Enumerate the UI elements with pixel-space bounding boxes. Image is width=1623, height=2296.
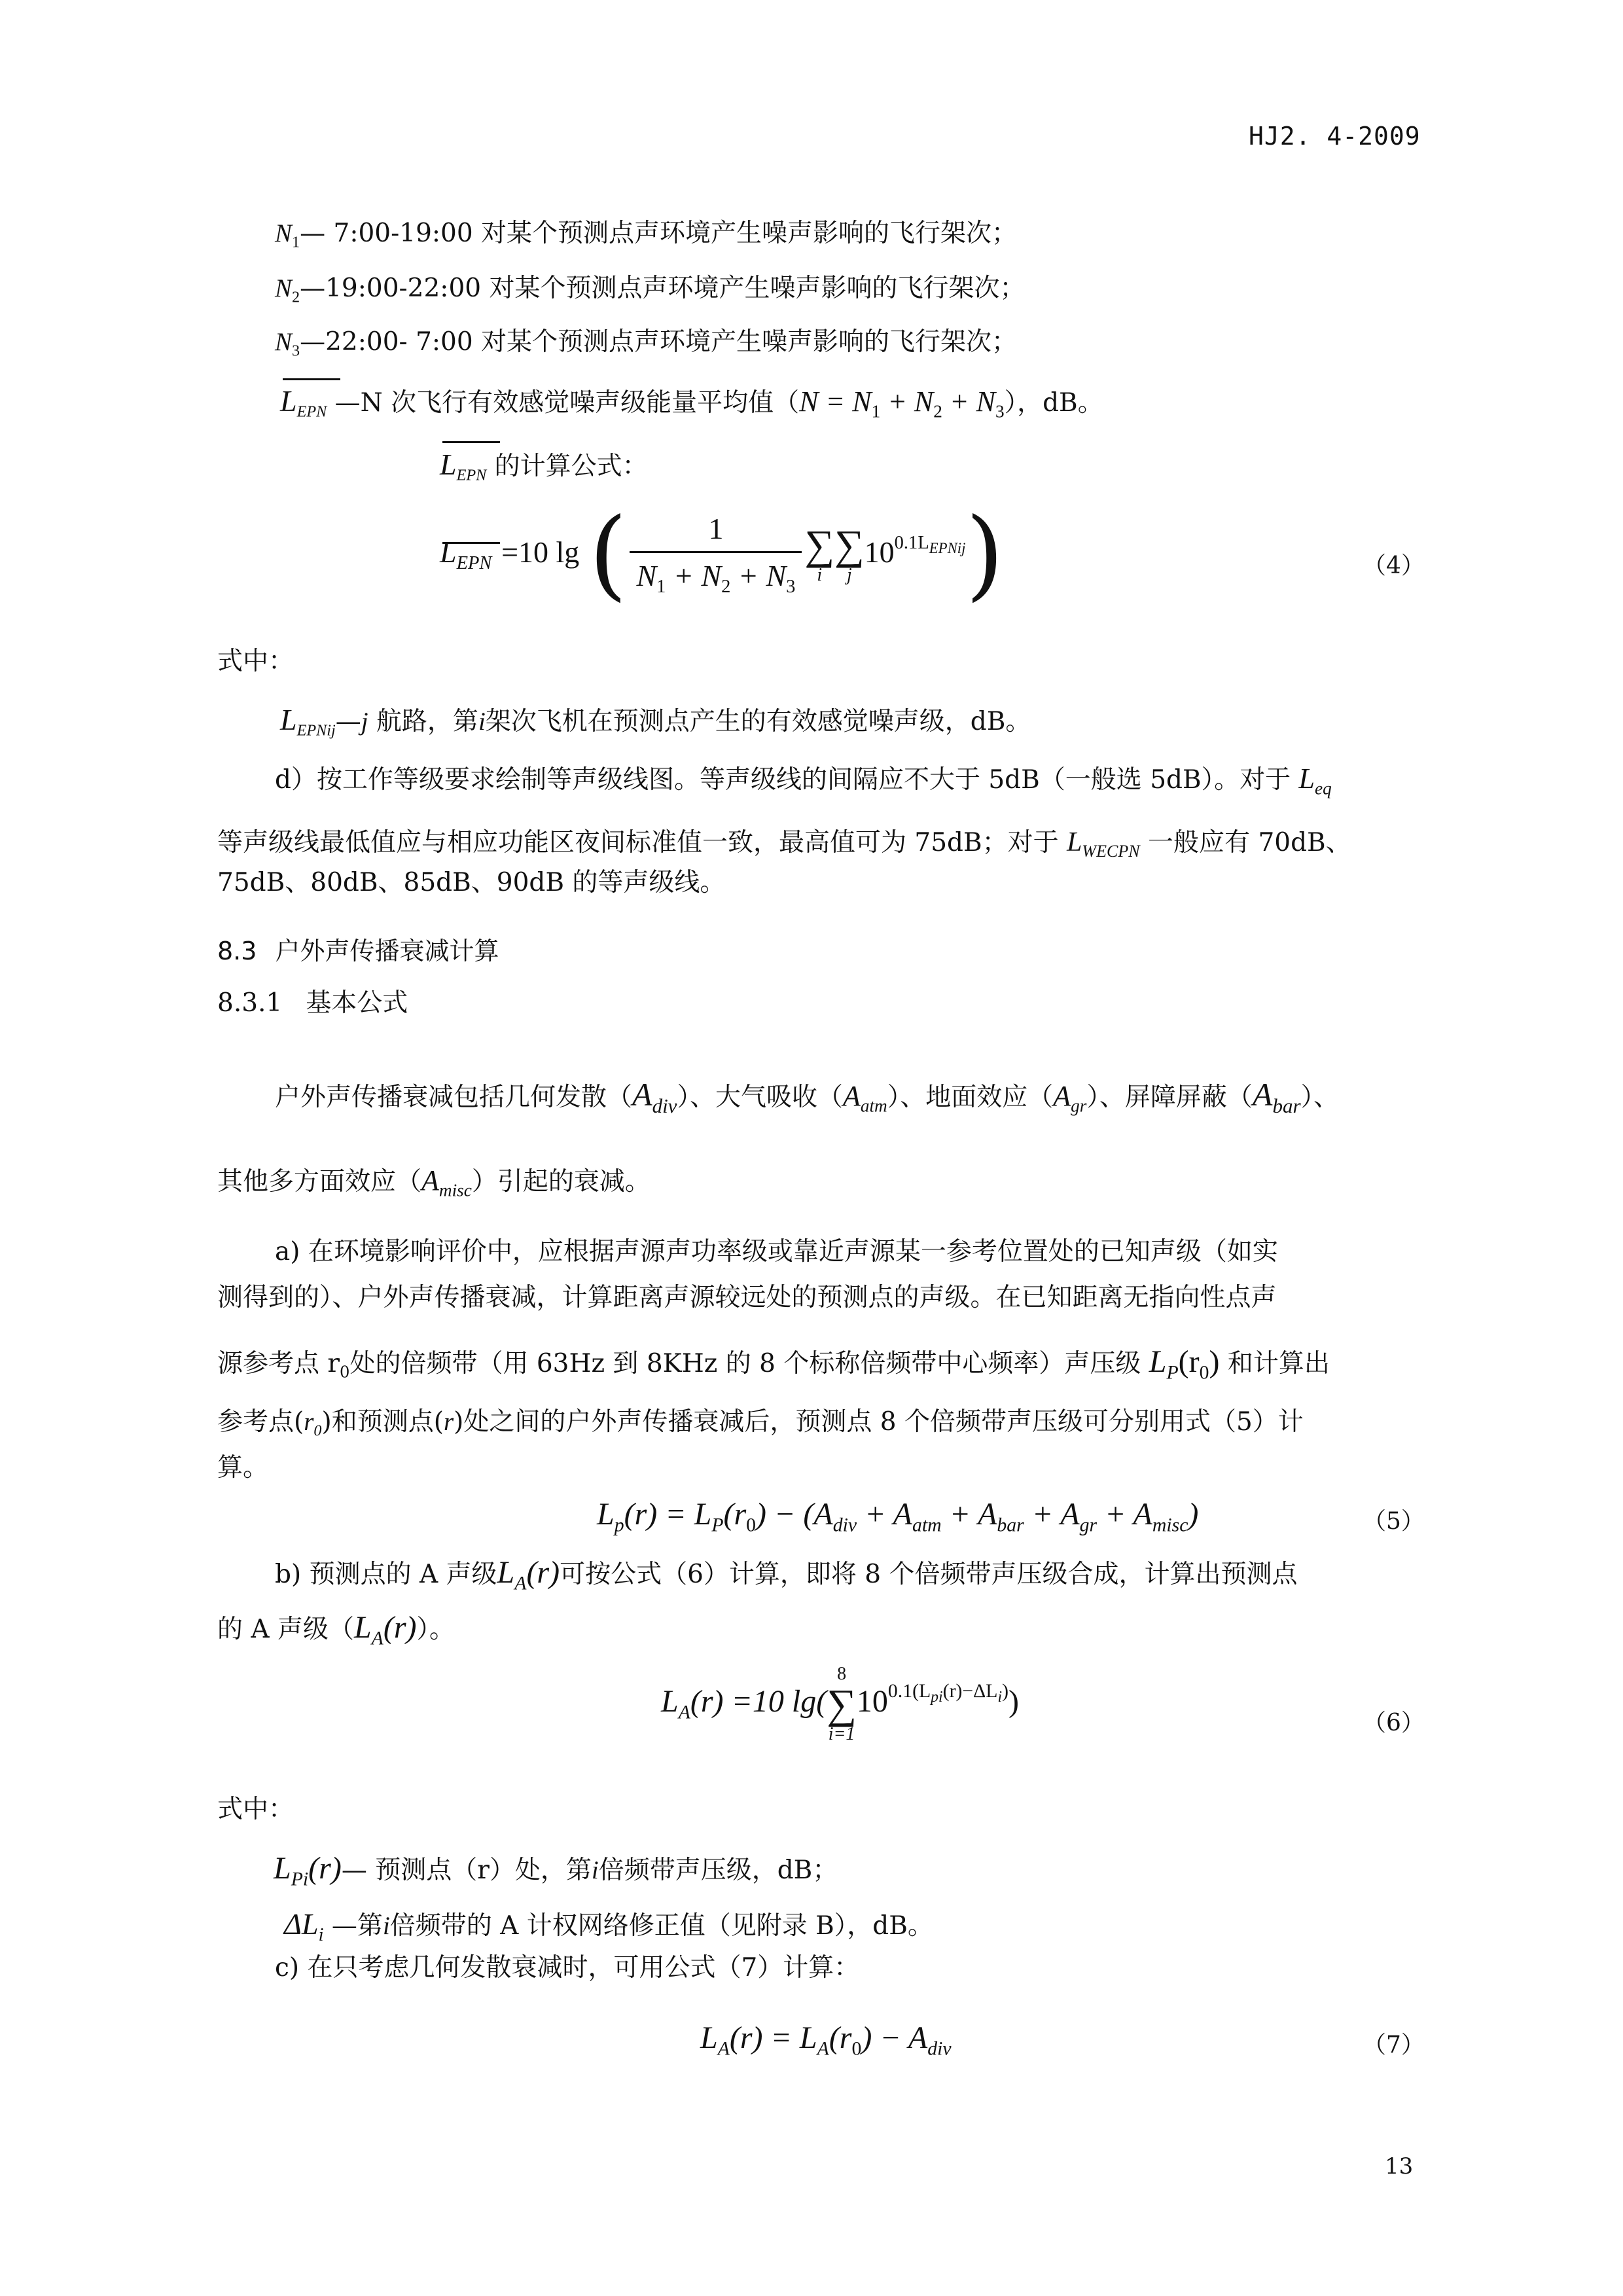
subscript: EPN — [456, 466, 487, 484]
symbol-l: L — [440, 448, 457, 481]
definition-n3 — [275, 327, 1017, 360]
equation-number-5: （5） — [1363, 1508, 1425, 1535]
symbol-lwecpn: $L_{WECPN}$ — [1067, 827, 1140, 861]
right-paren: ) — [965, 497, 1005, 611]
definition-lepnij: $L_{EPNij}—j$ 航路，第i架次飞机在预测点产生的有效感觉噪声级，dB。 — [280, 703, 1031, 740]
subscript: 1 — [292, 233, 300, 251]
intro-text: 的计算公式： — [494, 452, 648, 481]
symbol-n: N — [275, 219, 293, 247]
definition-text: —19:00-22:00 对某个预测点声环境产生噪声影响的飞行架次； — [300, 274, 1026, 303]
formula-lhs: $L_{EPN}$ — [440, 535, 492, 573]
definition-text: —N 次飞行有效感觉噪声级能量平均值（ — [334, 388, 800, 418]
left-paren: ( — [588, 497, 628, 611]
power-exponent: 0.1LEPNij — [894, 532, 966, 556]
attenuation-paragraph-line2: 其他多方面效应$(A_{misc})$引起的衰减。 — [217, 1164, 651, 1200]
section-heading-8-3-1: 8.3.1 基本公式 — [217, 988, 408, 1018]
power-exponent: 0.1(Lpi(r)−ΔLi) — [887, 1679, 1009, 1706]
definition-text: — 7:00-19:00 对某个预测点声环境产生噪声影响的飞行架次； — [300, 219, 1018, 248]
subscript: 2 — [292, 288, 300, 306]
formula-5: $L_p(r) = L_P(r_0) - (A_{div} + A_{atm} + A_{bar} + A_{gr} + A_{misc})$ — [597, 1497, 1199, 1536]
section-heading-8-3: 8.3 户外声传播衰减计算 — [217, 937, 499, 965]
paragraph-a-line1: a) 在环境影响评价中，应根据声源声功率级或靠近声源某一参考位置处的已知声级（如实 — [275, 1237, 1278, 1266]
definition-text: —22:00- 7:00 对某个预测点声环境产生噪声影响的飞行架次； — [300, 327, 1018, 357]
document-code: HJ2. 4-2009 — [1249, 122, 1421, 151]
symbol-n: N — [275, 328, 293, 356]
definition-lepn-mean — [280, 383, 1103, 422]
where-label: 式中： — [217, 647, 294, 676]
attenuation-paragraph-line1: 户外声传播衰减包括几何发散$(A_{div})$、大气吸收$(A_{atm})$、地面效应$(A_{gr})$、屏障屏蔽$(A_{bar})$、 — [275, 1076, 1340, 1117]
formula-4 — [440, 497, 1005, 611]
equation-number-4: （4） — [1363, 552, 1425, 579]
symbol-n: N — [275, 274, 293, 302]
paragraph-a-line2: 测得到的）、户外声传播衰减，计算距离声源较远处的预测点的声级。在已知距离无指向性点声 — [217, 1283, 1277, 1312]
paragraph-a-line4: 参考点$(r_0)$和预测点(r)处之间的户外声传播衰减后，预测点 8 个倍频带声压级可分别用式（5）计 — [217, 1407, 1304, 1440]
definition-lpi: $L_{Pi}(r)—$ 预测点（r）处，第i倍频带声压级，dB； — [274, 1851, 838, 1890]
where-label: 式中： — [217, 1795, 294, 1824]
power-base: 10 — [864, 535, 895, 569]
symbol-leq: $L_{eq}$ — [1298, 762, 1332, 798]
page-number: 13 — [1385, 2153, 1414, 2179]
paragraph-a-line5: 算。 — [217, 1453, 269, 1482]
equation-number-7: （7） — [1363, 2032, 1425, 2058]
paragraph-c: c) 在只考虑几何发散衰减时，可用公式（7）计算： — [275, 1953, 860, 1982]
formula-log: =10 lg — [501, 535, 580, 569]
paragraph-d-line1: d）按工作等级要求绘制等声级线图。等声级线的间隔应不大于 5dB（一般选 5dB）。对于 $L_{eq}$ — [275, 762, 1332, 798]
paragraph-d-line3: 75dB、80dB、85dB、90dB 的等声级线。 — [217, 868, 726, 897]
definition-tail: ），dB。 — [1004, 388, 1103, 418]
equation-n: $N = N_1 + N_2 + N_3$ — [799, 386, 1005, 422]
symbol-l: L — [280, 384, 297, 418]
overline-bar — [442, 441, 500, 443]
formula-intro — [440, 446, 648, 484]
sum-over-octave-bands: 8 ∑ i=1 — [827, 1664, 857, 1744]
paragraph-d-line2: 等声级线最低值应与相应功能区夜间标准值一致，最高值可为 75dB；对于 $L_{WECPN}$ 一般应有 70dB、 — [217, 827, 1351, 861]
definition-delta-li: $\Delta L_i$ —第i倍频带的 A 计权网络修正值（见附录 B），dB。 — [284, 1907, 933, 1945]
paragraph-a-line3: 源参考点 $r_0$处的倍频带（用 63Hz 到 8KHz 的 8 个标称倍频带中心频率）声压级 $L_P(r_0)$ 和计算出 — [217, 1344, 1330, 1384]
definition-n2 — [275, 274, 1025, 306]
overline-bar — [283, 378, 340, 380]
definition-n1 — [275, 219, 1017, 251]
sum-over-j: ∑ j — [834, 522, 865, 585]
fraction: $\frac{1}{N_1 + N_2 + N_3}$ — [630, 511, 802, 598]
equation-number-6: （6） — [1363, 1710, 1425, 1736]
paragraph-b-line1: b) 预测点的 A 声级$L_A(r)$可按公式（6）计算，即将 8 个倍频带声压级合成，计算出预测点 — [275, 1555, 1298, 1594]
subscript: 3 — [292, 342, 300, 360]
formula-7: $L_A(r) = L_A(r_0) - A_{div}$ — [700, 2020, 952, 2060]
formula-6: $L_A(r) =10$ lg( 8 ∑ i=1 $10^{0.1(L_{pi}(r)-\Delta L_i)}$) — [661, 1664, 1020, 1744]
subscript: EPN — [296, 403, 327, 421]
symbol-lp-r0: $L_P(r_0)$ — [1149, 1344, 1220, 1384]
paragraph-b-line2: 的 A 声级$(L_A(r))$。 — [217, 1610, 455, 1649]
sum-over-i: ∑ i — [804, 522, 835, 585]
